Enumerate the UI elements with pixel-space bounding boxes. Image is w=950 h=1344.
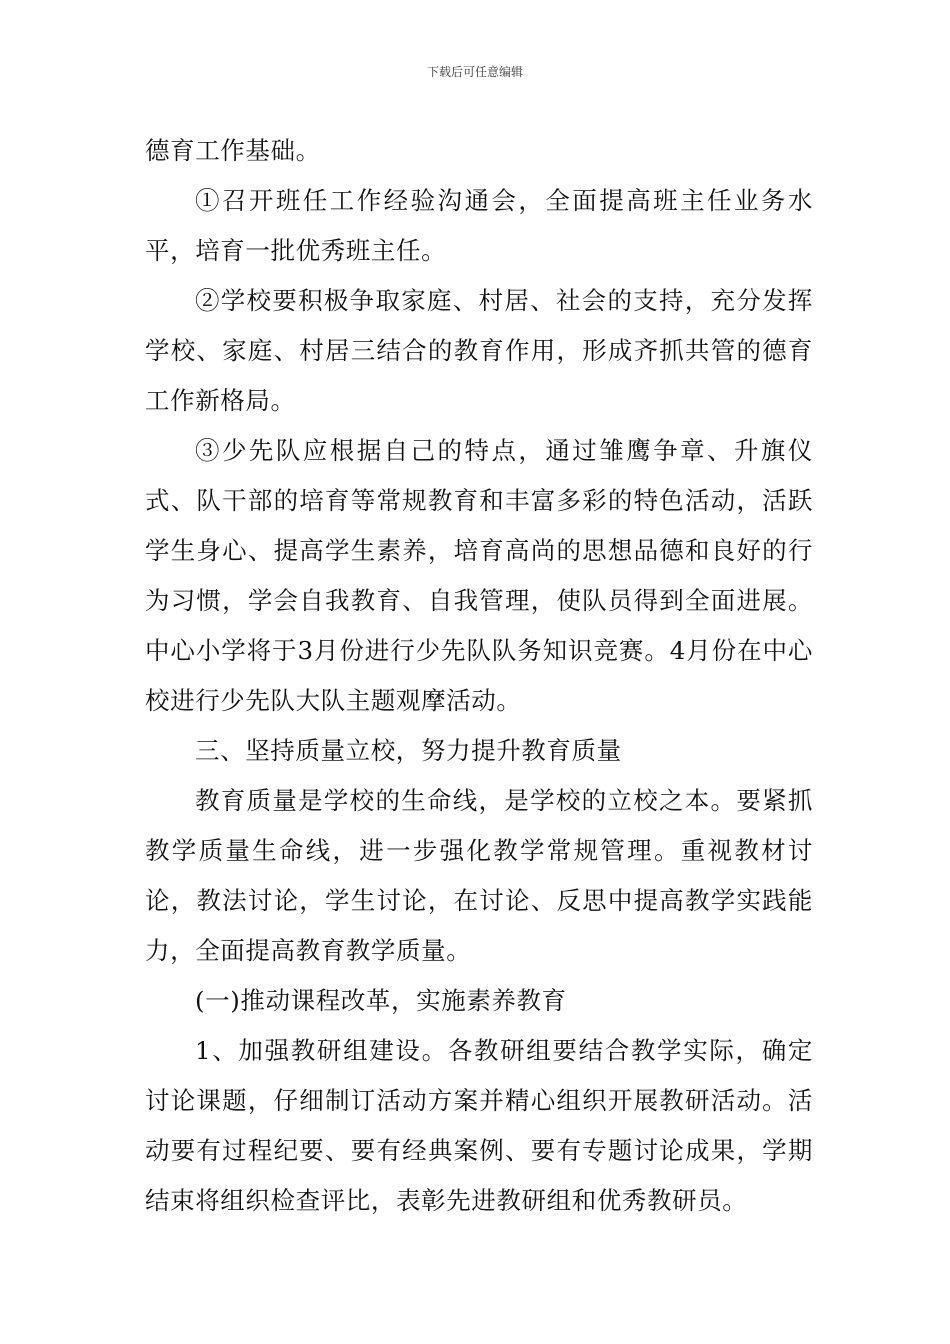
page-header-note: 下载后可任意编辑 <box>426 65 523 79</box>
paragraph-item-3-young-pioneers: ③少先队应根据自己的特点，通过雏鹰争章、升旗仪式、队干部的培育等常规教育和丰富多彩的特色活动，活跃学生身心、提高学生素养，培育高尚的思想品德和良好的行为习惯，学会自我教育、自我管理，使队员得到全面进展。中心小学将于3月份进行少先队队务知识竞赛。4月份在中心校进行少先队大队主题观摩活动。 <box>145 436 813 715</box>
paragraph-item-2-family-support: ②学校要积极争取家庭、村居、社会的支持，充分发挥学校、家庭、村居三结合的教育作用，形成齐抓共管的德育工作新格局。 <box>145 286 813 415</box>
document-body <box>145 126 813 1226</box>
paragraph-moral-foundation: 德育工作基础。 <box>145 136 321 165</box>
section-heading-quality: 三、坚持质量立校，努力提升教育质量 <box>195 736 622 765</box>
paragraph-education-quality: 教育质量是学校的生命线，是学校的立校之本。要紧抓教学质量生命线，进一步强化教学常规管理。重视教材讨论，教法讨论，学生讨论，在讨论、反思中提高教学实践能力，全面提高教育教学质量。 <box>145 786 813 965</box>
paragraph-item-1-teacher-meeting: ①召开班任工作经验沟通会，全面提高班主任业务水平，培育一批优秀班主任。 <box>145 186 813 265</box>
subsection-heading-curriculum-reform: (一)推动课程改革，实施素养教育 <box>195 986 567 1015</box>
paragraph-teaching-research-groups: 1、加强教研组建设。各教研组要结合教学实际，确定讨论课题，仔细制订活动方案并精心组织开展教研活动。活动要有过程纪要、要有经典案例、要有专题讨论成果，学期结束将组织检查评比，表彰先进教研组和优秀教研员。 <box>145 1036 813 1215</box>
